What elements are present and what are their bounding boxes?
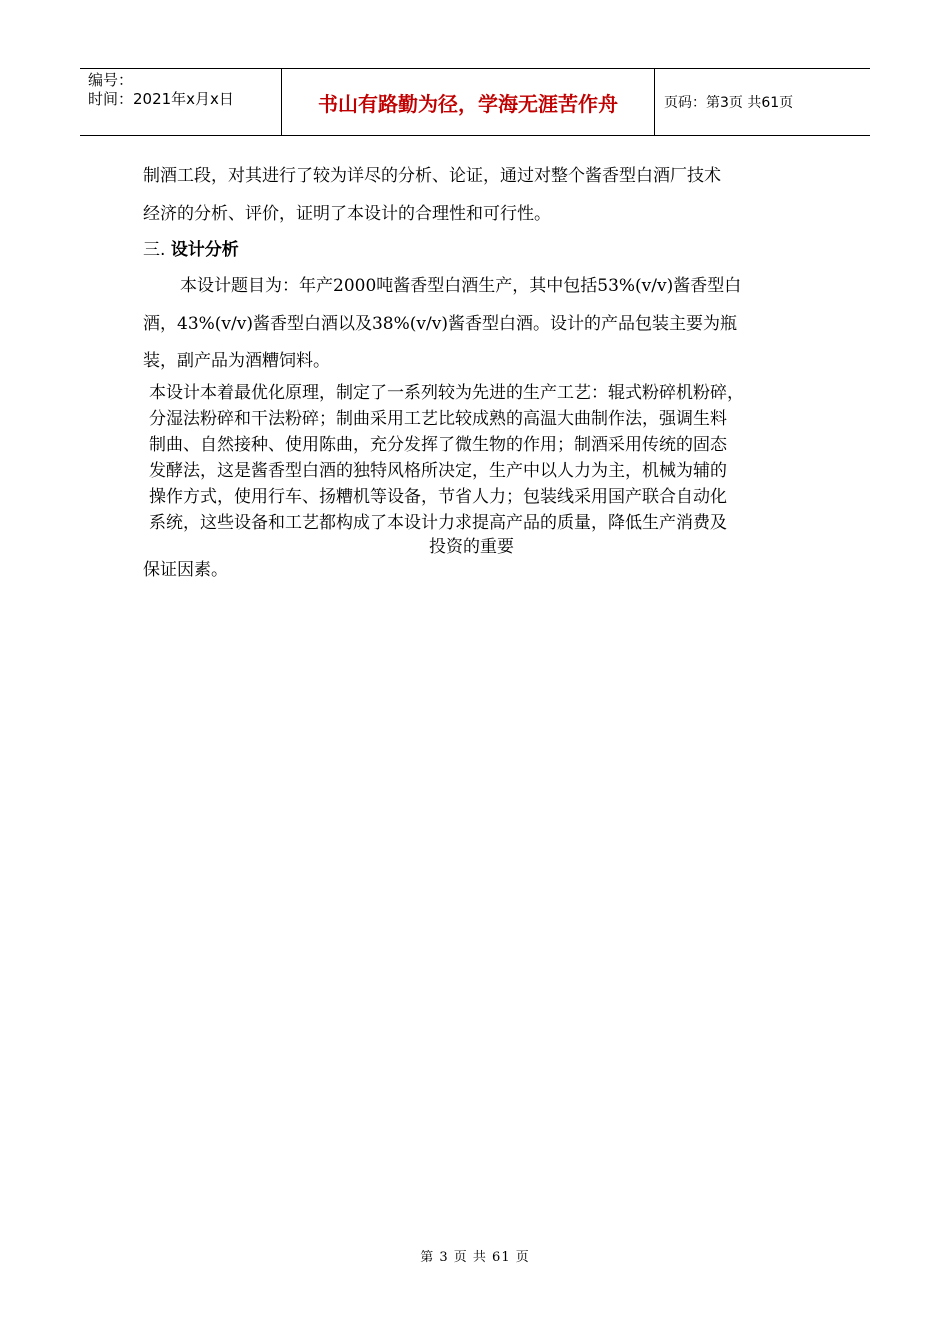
body-text-line: 投资的重要 [429,537,514,557]
section-number: 三. [143,240,166,260]
document-date: 时间：2021年x月x日 [88,90,234,108]
body-text-line: 发酵法，这是酱香型白酒的独特风格所决定，生产中以人力为主，机械为辅的 [149,461,727,481]
header-divider [654,69,655,135]
body-text-line: 本设计本着最优化原理，制定了一系列较为先进的生产工艺：辊式粉碎机粉碎， [149,383,744,403]
body-text-line: 经济的分析、评价，证明了本设计的合理性和可行性。 [143,204,551,224]
header-page-info: 页码：第3页 共61页 [664,95,794,111]
body-text-line: 保证因素。 [143,560,228,580]
body-text-line: 装，副产品为酒糟饲料。 [143,351,330,371]
body-text-line: 制酒工段，对其进行了较为详尽的分析、论证，通过对整个酱香型白酒厂技术 [143,166,721,186]
document-header [80,68,870,136]
header-motto: 书山有路勤为径，学海无涯苦作舟 [318,91,618,116]
body-text-line: 操作方式，使用行车、扬糟机等设备，节省人力；包装线采用国产联合自动化 [149,487,727,507]
body-text-line: 制曲、自然接种、使用陈曲，充分发挥了微生物的作用；制酒采用传统的固态 [149,435,727,455]
body-text-line: 分湿法粉碎和干法粉碎；制曲采用工艺比较成熟的高温大曲制作法，强调生料 [149,409,727,429]
body-text-line: 系统，这些设备和工艺都构成了本设计力求提高产品的质量，降低生产消费及 [149,513,727,533]
header-meta [88,71,278,109]
section-heading [0,235,950,260]
page-footer: 第 3 页 共 61 页 [420,1250,530,1265]
document-number-label: 编号： [88,71,134,89]
body-text-line: 酒，43%(v/v)酱香型白酒以及38%(v/v)酱香型白酒。设计的产品包装主要为瓶 [143,314,737,334]
body-text-line: 本设计题目为：年产2000吨酱香型白酒生产，其中包括53%(v/v)酱香型白 [180,276,742,296]
section-title: 设计分析 [170,240,239,260]
